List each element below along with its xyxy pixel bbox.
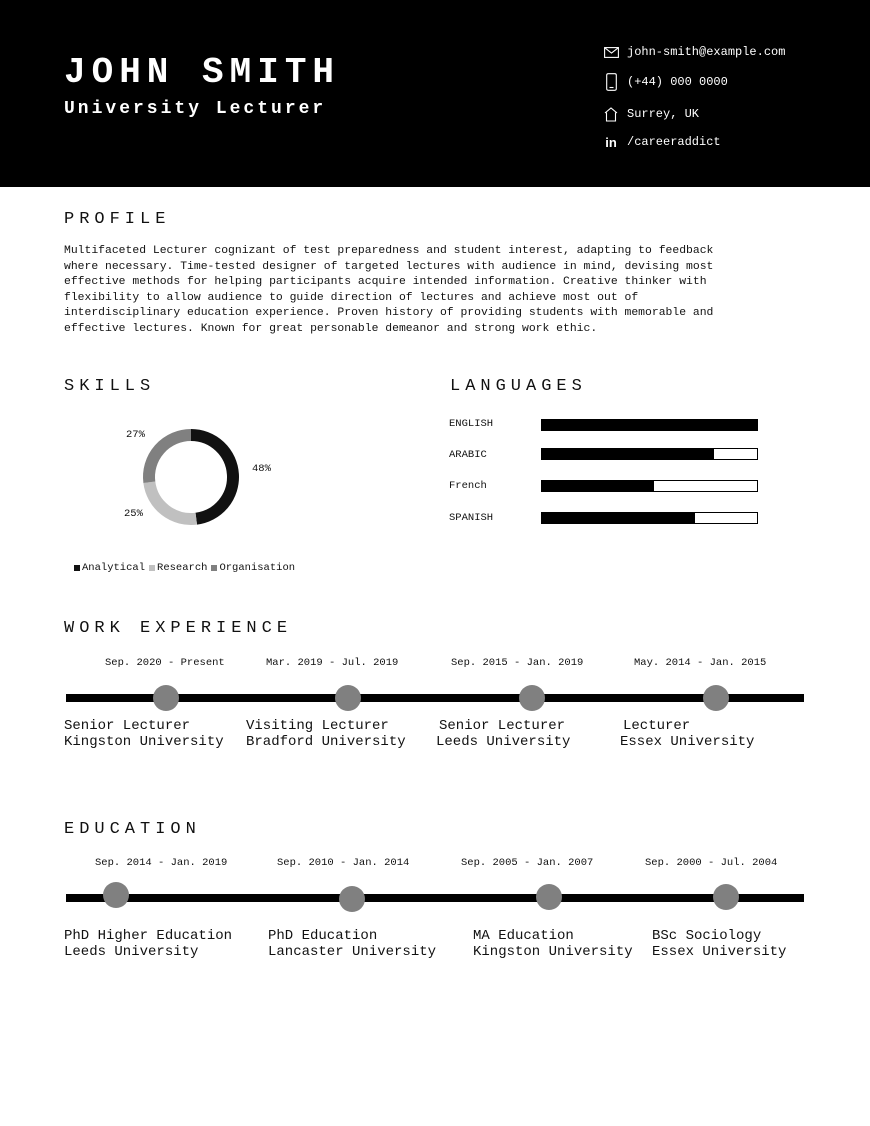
education-timeline-line	[66, 894, 804, 902]
language-bar-fill	[542, 513, 695, 523]
legend-swatch	[74, 565, 80, 571]
skills-donut-chart	[131, 417, 251, 537]
legend-label: Organisation	[219, 562, 296, 574]
work-org: Leeds University	[436, 734, 571, 750]
education-org: Leeds University	[64, 944, 199, 960]
language-label-english: ENGLISH	[449, 418, 494, 430]
work-date: Sep. 2015 - Jan. 2019	[451, 657, 584, 669]
work-role: Senior Lecturer	[439, 718, 566, 734]
legend-label: Analytical	[82, 562, 146, 574]
education-org: Kingston University	[473, 944, 633, 960]
skills-heading: SKILLS	[64, 377, 156, 396]
profile-summary: Multifaceted Lecturer cognizant of test preparedness and student interest, adapting to feedback where necessary. Time-tested designer of targeted lectures with audience in mind, devising most effective methods for helping participants acquire intended information. Creative thinker with flexibility to allow audience to guide direction of lectures and achieve most out of interdisciplinary education experience. Proven history of providing students with memorable and effective lectures. Known for great personable demeanor and strong work ethic.	[64, 245, 714, 335]
language-bar-french	[541, 480, 758, 492]
timeline-dot	[339, 886, 365, 912]
work-date: Sep. 2020 - Present	[105, 657, 225, 669]
location-text: Surrey, UK	[627, 107, 700, 121]
work-entry	[64, 718, 224, 750]
timeline-dot	[536, 884, 562, 910]
work-entry	[436, 718, 570, 750]
language-label-french: French	[449, 480, 487, 492]
language-bar-arabic	[541, 448, 758, 460]
email-text: john-smith@example.com	[627, 45, 786, 59]
language-bar-fill	[542, 420, 757, 430]
home-icon	[603, 106, 619, 122]
resume-header	[0, 0, 870, 187]
education-org: Essex University	[652, 944, 787, 960]
timeline-dot	[335, 685, 361, 711]
education-degree: MA Education	[473, 928, 574, 944]
legend-label: Research	[157, 562, 208, 574]
timeline-dot	[519, 685, 545, 711]
education-org: Lancaster University	[268, 944, 437, 960]
linkedin-text: /careeraddict	[627, 135, 721, 149]
work-org: Bradford University	[246, 734, 406, 750]
profile-heading: PROFILE	[64, 210, 171, 229]
legend-swatch	[149, 565, 155, 571]
linkedin-icon: in	[605, 134, 617, 150]
work-role: Lecturer	[623, 718, 691, 734]
timeline-dot	[153, 685, 179, 711]
work-role: Senior Lecturer	[64, 718, 191, 734]
legend-item-analytical	[74, 562, 145, 574]
timeline-dot	[703, 685, 729, 711]
education-degree: BSc Sociology	[652, 928, 762, 944]
legend-item-research	[149, 562, 207, 574]
language-label-spanish: SPANISH	[449, 512, 494, 524]
language-bar-spanish	[541, 512, 758, 524]
work-date: Mar. 2019 - Jul. 2019	[266, 657, 399, 669]
education-date: Sep. 2000 - Jul. 2004	[645, 857, 778, 869]
education-heading: EDUCATION	[64, 820, 201, 839]
contact-linkedin[interactable]	[603, 134, 721, 150]
education-entry	[64, 928, 232, 960]
work-org: Essex University	[620, 734, 755, 750]
contact-phone[interactable]	[603, 74, 728, 90]
donut-slice-organisation	[149, 435, 191, 482]
education-entry	[652, 928, 786, 960]
job-title: University Lecturer	[64, 99, 327, 119]
donut-slice-research	[149, 482, 196, 519]
legend-swatch	[211, 565, 217, 571]
education-entry	[268, 928, 436, 960]
work-entry	[246, 718, 406, 750]
donut-label-research: 25%	[124, 508, 143, 520]
candidate-name: JOHN SMITH	[64, 52, 341, 93]
work-date: May. 2014 - Jan. 2015	[634, 657, 767, 669]
education-date: Sep. 2014 - Jan. 2019	[95, 857, 228, 869]
timeline-dot	[713, 884, 739, 910]
language-label-arabic: ARABIC	[449, 449, 487, 461]
education-degree: PhD Higher Education	[64, 928, 233, 944]
timeline-dot	[103, 882, 129, 908]
language-bar-fill	[542, 481, 654, 491]
education-date: Sep. 2005 - Jan. 2007	[461, 857, 594, 869]
work-org: Kingston University	[64, 734, 224, 750]
phone-text: (+44) 000 0000	[627, 75, 728, 89]
language-bar-english	[541, 419, 758, 431]
languages-heading: LANGUAGES	[450, 377, 587, 396]
education-entry	[473, 928, 633, 960]
legend-item-organisation	[211, 562, 295, 574]
skills-legend	[74, 562, 299, 574]
work-experience-heading: WORK EXPERIENCE	[64, 619, 293, 638]
work-role: Visiting Lecturer	[246, 718, 389, 734]
donut-label-organisation: 27%	[126, 429, 145, 441]
envelope-icon	[603, 44, 619, 60]
donut-slice-analytical	[191, 435, 233, 519]
education-degree: PhD Education	[268, 928, 378, 944]
contact-location	[603, 106, 699, 122]
education-date: Sep. 2010 - Jan. 2014	[277, 857, 410, 869]
work-entry	[620, 718, 754, 750]
donut-label-analytical: 48%	[252, 463, 271, 475]
mobile-phone-icon	[603, 74, 619, 90]
language-bar-fill	[542, 449, 714, 459]
contact-email[interactable]	[603, 44, 785, 60]
